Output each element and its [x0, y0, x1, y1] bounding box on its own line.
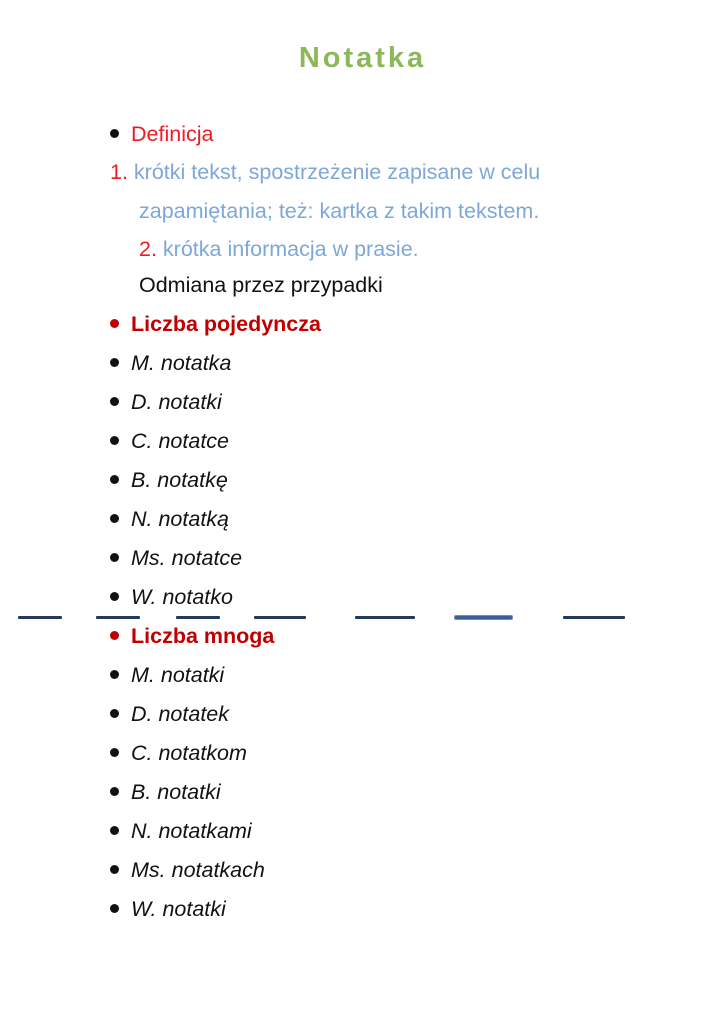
singular-case: M. notatka [131, 351, 232, 375]
separator-dash [355, 616, 415, 619]
singular-case-row [110, 389, 222, 415]
bullet-icon [110, 631, 119, 640]
singular-case: D. notatki [131, 390, 222, 414]
separator-dash [563, 616, 625, 619]
separator-dash [18, 616, 62, 619]
bullet-icon [110, 514, 119, 523]
singular-heading: Liczba pojedyncza [131, 312, 321, 336]
plural-case: Ms. notatkach [131, 858, 265, 882]
singular-case-row [110, 506, 229, 532]
definition-1-line-2 [139, 198, 539, 224]
bullet-icon [110, 787, 119, 796]
singular-case-row [110, 467, 228, 493]
bullet-icon [110, 865, 119, 874]
bullet-icon [110, 748, 119, 757]
separator-dash [455, 616, 512, 619]
definition-2-number: 2. [139, 237, 157, 261]
separator-dash [176, 616, 220, 619]
plural-case: M. notatki [131, 663, 225, 687]
plural-case-row [110, 701, 229, 727]
dashed-separator [0, 612, 725, 624]
plural-case-row [110, 740, 247, 766]
plural-case: C. notatkom [131, 741, 247, 765]
singular-case: B. notatkę [131, 468, 228, 492]
plural-case-row [110, 662, 224, 688]
separator-dash [96, 616, 140, 619]
page-title: Notatka [298, 42, 427, 74]
definition-2-text: krótka informacja w prasie. [162, 237, 419, 261]
singular-case: N. notatką [131, 507, 229, 531]
plural-case: D. notatek [131, 702, 229, 726]
bullet-icon [110, 129, 119, 138]
plural-case: B. notatki [131, 780, 221, 804]
singular-case-row [110, 545, 242, 571]
plural-heading: Liczba mnoga [131, 624, 275, 648]
plural-case-row [110, 818, 252, 844]
plural-heading-row [110, 623, 274, 649]
plural-case-row [110, 896, 226, 922]
definition-1-number: 1. [110, 160, 128, 184]
plural-case: W. notatki [131, 897, 226, 921]
singular-case: W. notatko [131, 585, 233, 609]
bullet-icon [110, 319, 119, 328]
singular-case: Ms. notatce [131, 546, 243, 570]
definition-1-text-2: zapamiętania; też: kartka z takim tekstem. [139, 199, 540, 223]
definition-1-line-1 [110, 159, 540, 185]
definition-2-line [139, 236, 419, 262]
plural-case-row [110, 779, 221, 805]
bullet-icon [110, 475, 119, 484]
singular-case: C. notatce [131, 429, 229, 453]
bullet-icon [110, 436, 119, 445]
bullet-icon [110, 904, 119, 913]
singular-case-row [110, 350, 231, 376]
bullet-icon [110, 592, 119, 601]
singular-heading-row [110, 311, 321, 337]
bullet-icon [110, 826, 119, 835]
bullet-icon [110, 553, 119, 562]
singular-case-row [110, 584, 233, 610]
bullet-icon [110, 670, 119, 679]
definition-1-text-1: krótki tekst, spostrzeżenie zapisane w celu [133, 160, 541, 184]
definition-heading: Definicja [131, 122, 214, 146]
singular-case-row [110, 428, 229, 454]
bullet-icon [110, 709, 119, 718]
plural-case-row [110, 857, 265, 883]
bullet-icon [110, 358, 119, 367]
separator-dash [254, 616, 306, 619]
bullet-icon [110, 397, 119, 406]
declension-intro: Odmiana przez przypadki [139, 273, 383, 297]
definition-heading-row [110, 121, 213, 147]
plural-case: N. notatkami [131, 819, 252, 843]
